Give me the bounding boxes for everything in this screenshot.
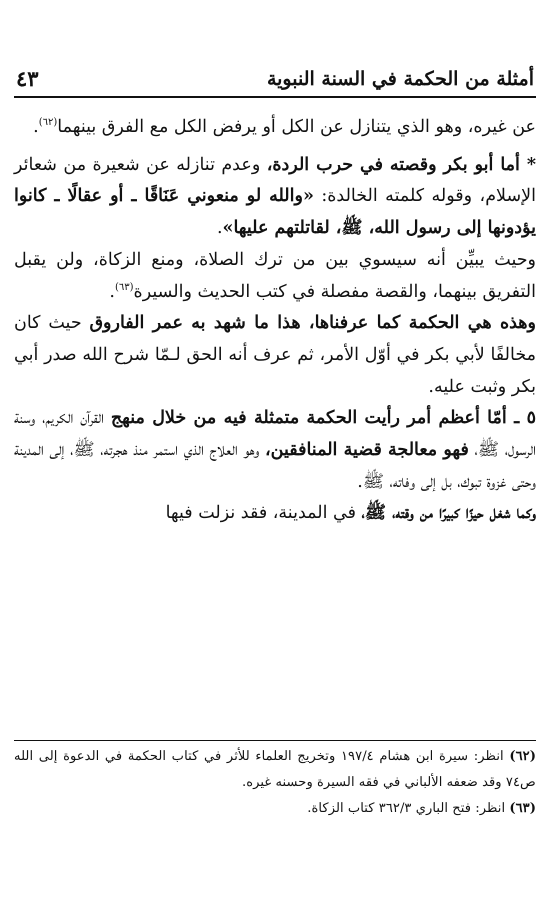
footnote-separator [14,740,536,741]
paragraph-4-bold: وهذه هي الحكمة كما عرفناها، هذا ما شهد به عمر الفاروق [89,313,536,334]
paragraph-2-text: وعدم تنازله عن شعيرة من شعائر الإسلام، وقوله كلمته الخالدة: [14,154,536,207]
paragraph-5-text-2: وهو العلاج الذي استمر منذ هجرته، ﷺ، إلى المدينة وحتى غزوة تبوك، بل إلى وفاته، ﷺ. [14,440,536,492]
page-header [14,62,536,102]
paragraph-2 [14,150,536,245]
paragraph-6-bold: وكما شغل حيزًا كبيرًا من وقته، ﷺ، [361,503,536,524]
footnote-number: (٦٣) [509,801,536,816]
item-number: ٥ ـ [506,408,537,429]
footnote-text: انظر: فتح الباري ٣٦٢/٣ كتاب الزكاة. [307,801,510,816]
paragraph-1-end: . [33,117,39,137]
footnote-text: انظر: سيرة ابن هشام ١٩٧/٤ وتخريج العلماء للأثر في كتاب الحكمة في الدعوة إلى الله ص٧٤ وقد ضعفه الألباني في فقه السيرة وحسنه غيره. [14,749,536,790]
footnote-ref-62[interactable]: (٦٢) [38,117,58,129]
paragraph-3 [14,245,536,308]
paragraph-5 [14,403,536,498]
paragraph-3-end: . [109,281,115,302]
paragraph-4 [14,308,536,403]
main-text [14,112,536,530]
paragraph-5-bold-2: فهو معالجة قضية المنافقين، [265,440,469,461]
paragraph-2-bold: أما أبو بكر وقصته في حرب الردة، [266,154,520,175]
paragraph-6-text: في المدينة، فقد نزلت فيها [165,503,362,524]
footnote-63 [14,796,536,822]
paragraph-5-text: القرآن الكريم، وسنة الرسول، ﷺ، [14,408,537,461]
paragraph-2-end: . [216,218,223,239]
footnote-number: (٦٢) [509,749,536,764]
page-number: ٤٣ [16,66,39,91]
footnotes [14,744,536,822]
header-rule [14,96,536,98]
footnote-ref-63[interactable]: (٦٣) [114,281,134,293]
paragraph-4-text: حيث كان مخالفًا لأبي بكر في أوّل الأمر، ثم عرف أنه الحق لـمّا شرح الله صدر أبي بكر وثبت عليه. [14,313,536,397]
star-bullet: * [519,154,537,175]
running-title: أمثلة من الحكمة في السنة النبوية [266,68,534,90]
paragraph-6 [14,498,536,530]
footnote-62 [14,744,536,796]
paragraph-5-bold: أمّا أعظم أمر رأيت الحكمة متمثلة فيه من خلال منهج [110,408,507,429]
quote: «والله لو منعوني عَنَاقًا ـ أو عقالًا ـ كانوا يؤدونها إلى رسول الله، ﷺ، لقاتلتهم عليها» [14,186,536,239]
paragraph-1-text: عن غيره، وهو الذي يتنازل عن الكل أو يرفض الكل مع الفرق بينهما [57,117,536,137]
paragraph-1 [14,112,536,144]
paragraph-3-text: وحيث يبيِّن أنه سيسوي بين من ترك الصلاة، ومنع الزكاة، ولن يقبل التفريق بينهما، والقصة مفصلة في كتب الحديث والسيرة [14,249,536,302]
